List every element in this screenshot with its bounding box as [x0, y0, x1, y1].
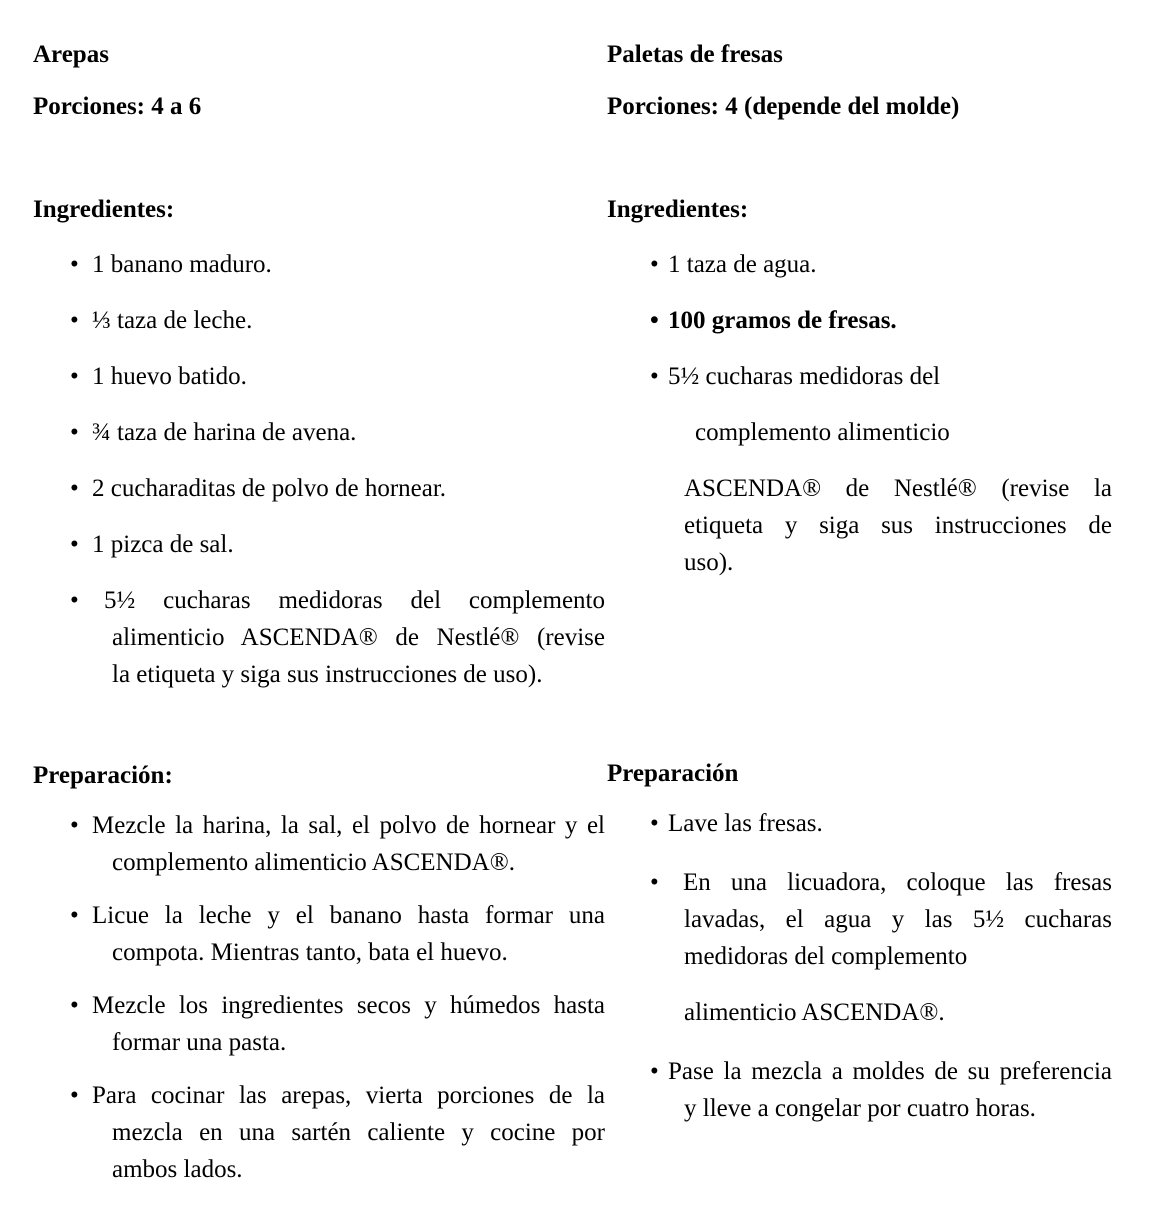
ingredients-list-paletas: [607, 246, 1112, 600]
recipe-title-paletas: Paletas de fresas: [607, 41, 783, 68]
ingredient-text: la etiqueta y siga sus instrucciones de uso).: [112, 661, 543, 688]
ingredient-text: • 5½ cucharas medidoras del: [668, 363, 941, 390]
preparation-step: [607, 1053, 1112, 1127]
ingredient-text: • ⅓ taza de leche.: [92, 307, 253, 334]
ingredient-item-highlighted: [607, 302, 1112, 339]
preparation-step: [33, 807, 605, 881]
step-text: medidoras del complemento: [684, 943, 968, 970]
preparation-step: [33, 987, 605, 1061]
ingredient-text: complemento alimenticio: [695, 419, 950, 446]
step-text: y lleve a congelar por cuatro horas.: [684, 1095, 1036, 1122]
step-text: mezcla en una sartén caliente y cocine por: [112, 1119, 605, 1146]
ingredient-item: [33, 470, 605, 507]
ingredient-item: [33, 246, 605, 283]
ingredient-text: • 1 taza de agua.: [668, 251, 817, 278]
preparation-step: [33, 1077, 605, 1188]
step-text: • En una licuadora, coloque las fresas: [683, 869, 1112, 896]
step-text: alimenticio ASCENDA®.: [684, 999, 945, 1026]
ingredient-text: • 1 banano maduro.: [92, 251, 272, 278]
servings-arepas: Porciones: 4 a 6: [33, 93, 202, 120]
ingredient-item: [33, 582, 605, 693]
recipe-column-paletas: [607, 0, 1112, 1149]
step-text: • Licue la leche y el banano hasta formar una: [92, 902, 605, 929]
ingredient-text: uso).: [684, 549, 734, 576]
step-text: ambos lados.: [112, 1156, 243, 1183]
preparation-heading-paletas: Preparación: [607, 760, 739, 787]
step-text: • Mezcle la harina, la sal, el polvo de hornear y el: [92, 812, 605, 839]
ingredient-text: alimenticio ASCENDA® de Nestlé® (revise: [112, 624, 605, 651]
ingredient-item: [33, 302, 605, 339]
ingredient-text: • ¾ taza de harina de avena.: [92, 419, 357, 446]
step-text: formar una pasta.: [112, 1029, 287, 1056]
ingredient-text: • 5½ cucharas medidoras del complemento: [104, 587, 605, 614]
ingredient-text: • 2 cucharaditas de polvo de hornear.: [92, 475, 447, 502]
ingredient-item: [607, 246, 1112, 283]
preparation-step: [607, 864, 1112, 1031]
preparation-heading-arepas: Preparación:: [33, 762, 173, 789]
step-text: compota. Mientras tanto, bata el huevo.: [112, 939, 508, 966]
step-text: • Mezcle los ingredientes secos y húmedos hasta: [92, 992, 605, 1019]
ingredients-heading-paletas: Ingredientes:: [607, 196, 749, 223]
ingredient-text: • 1 huevo batido.: [92, 363, 247, 390]
step-text: lavadas, el agua y las 5½ cucharas: [684, 906, 1112, 933]
step-text: • Para cocinar las arepas, vierta porciones de la: [92, 1082, 605, 1109]
preparation-step: [607, 805, 1112, 842]
ingredient-item: [33, 414, 605, 451]
ingredients-heading-arepas: Ingredientes:: [33, 196, 175, 223]
recipe-column-arepas: [33, 0, 605, 1204]
recipe-title-arepas: Arepas: [33, 41, 109, 68]
step-text: • Lave las fresas.: [668, 810, 823, 837]
ingredient-text: • 1 pizca de sal.: [92, 531, 234, 558]
ingredient-text: • 100 gramos de fresas.: [668, 307, 897, 334]
ingredient-item: [607, 358, 1112, 581]
ingredient-item: [33, 358, 605, 395]
preparation-step: [33, 897, 605, 971]
ingredient-item: [33, 526, 605, 563]
preparation-list-paletas: [607, 805, 1112, 1149]
servings-paletas: Porciones: 4 (depende del molde): [607, 93, 960, 120]
step-text: complemento alimenticio ASCENDA®.: [112, 849, 515, 876]
ingredient-text: etiqueta y siga sus instrucciones de: [684, 512, 1112, 539]
ingredients-list-arepas: [33, 246, 605, 712]
ingredient-text: ASCENDA® de Nestlé® (revise la: [684, 475, 1112, 502]
step-text: • Pase la mezcla a moldes de su preferencia: [668, 1058, 1112, 1085]
preparation-list-arepas: [33, 807, 605, 1204]
